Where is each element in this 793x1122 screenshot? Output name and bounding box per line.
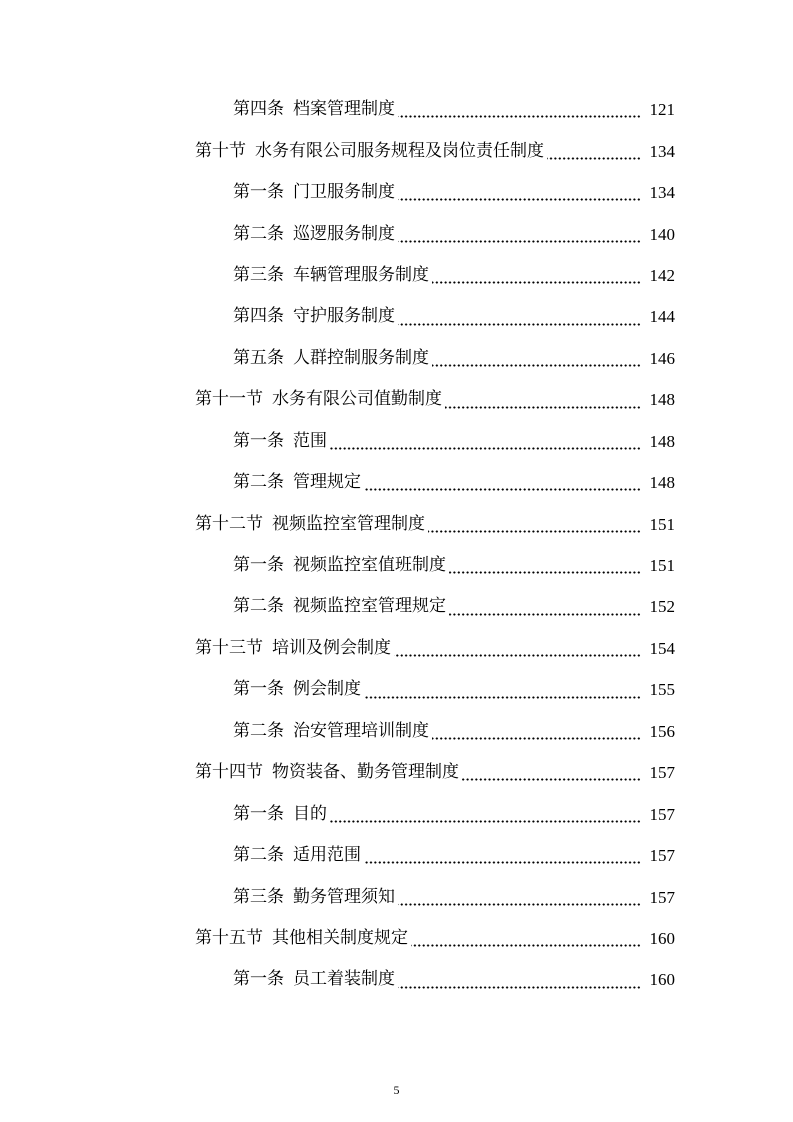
toc-entry-number: 第一条 — [233, 679, 284, 700]
toc-entry-page: 134 — [649, 141, 675, 161]
toc-entry-number: 第五条 — [233, 347, 284, 368]
toc-entry-page: 121 — [649, 100, 675, 120]
toc-entry-page: 157 — [649, 804, 675, 824]
toc-entry-number: 第十节 — [195, 140, 246, 161]
toc-entry-page: 148 — [649, 390, 675, 410]
toc-entry-title: 例会制度 — [293, 679, 361, 700]
toc-entry-title: 培训及例会制度 — [272, 637, 391, 658]
dot-leader — [445, 406, 641, 409]
table-of-contents — [0, 89, 793, 1001]
toc-entry-number: 第一条 — [233, 969, 284, 990]
toc-entry-page: 157 — [649, 846, 675, 866]
dot-leader — [364, 488, 641, 491]
toc-entry-title: 视频监控室管理制度 — [272, 513, 425, 534]
toc-entry-page: 134 — [649, 183, 675, 203]
page-number: 5 — [393, 1083, 400, 1097]
toc-entry-title: 视频监控室值班制度 — [293, 555, 446, 576]
toc-entry[interactable] — [0, 711, 793, 752]
toc-entry-page: 154 — [649, 638, 675, 658]
toc-entry-title: 守护服务制度 — [293, 306, 395, 327]
toc-entry-number: 第三条 — [233, 264, 284, 285]
toc-entry-number: 第十三节 — [195, 637, 263, 658]
dot-leader — [428, 530, 641, 533]
toc-entry[interactable] — [0, 669, 793, 710]
dot-leader — [432, 364, 641, 367]
toc-entry[interactable] — [0, 338, 793, 379]
toc-entry-number: 第二条 — [233, 223, 284, 244]
toc-entry[interactable] — [0, 503, 793, 544]
toc-entry-title: 档案管理制度 — [293, 99, 395, 120]
toc-entry-title: 勤务管理须知 — [293, 886, 395, 907]
toc-entry-title: 目的 — [293, 803, 327, 824]
toc-entry[interactable] — [0, 586, 793, 627]
toc-entry-page: 157 — [649, 763, 675, 783]
toc-entry-title: 门卫服务制度 — [293, 182, 395, 203]
toc-entry-number: 第十四节 — [195, 762, 263, 783]
dot-leader — [398, 198, 641, 201]
toc-entry-number: 第四条 — [233, 99, 284, 120]
dot-leader — [547, 157, 641, 160]
toc-entry[interactable] — [0, 255, 793, 296]
toc-entry[interactable] — [0, 89, 793, 130]
toc-entry-page: 144 — [649, 307, 675, 327]
dot-leader — [432, 281, 641, 284]
toc-entry-page: 148 — [649, 473, 675, 493]
toc-entry-page: 151 — [649, 514, 675, 534]
toc-entry[interactable] — [0, 835, 793, 876]
toc-entry-number: 第十二节 — [195, 513, 263, 534]
dot-leader — [411, 944, 641, 947]
toc-entry-title: 物资装备、勤务管理制度 — [272, 762, 459, 783]
toc-entry-title: 其他相关制度规定 — [272, 927, 408, 948]
toc-entry-title: 范围 — [293, 430, 327, 451]
dot-leader — [462, 778, 641, 781]
dot-leader — [449, 613, 641, 616]
toc-entry-page: 148 — [649, 431, 675, 451]
toc-entry[interactable] — [0, 130, 793, 171]
toc-entry-number: 第二条 — [233, 472, 284, 493]
toc-entry-title: 治安管理培训制度 — [293, 720, 429, 741]
toc-entry-number: 第一条 — [233, 803, 284, 824]
toc-entry-page: 142 — [649, 265, 675, 285]
toc-entry-number: 第二条 — [233, 596, 284, 617]
toc-entry-title: 车辆管理服务制度 — [293, 264, 429, 285]
toc-entry-page: 160 — [649, 970, 675, 990]
toc-entry-number: 第一条 — [233, 430, 284, 451]
toc-entry-page: 160 — [649, 928, 675, 948]
toc-entry-number: 第四条 — [233, 306, 284, 327]
dot-leader — [432, 737, 641, 740]
toc-entry[interactable] — [0, 172, 793, 213]
toc-entry-page: 140 — [649, 224, 675, 244]
toc-entry-number: 第一条 — [233, 182, 284, 203]
toc-entry-title: 水务有限公司服务规程及岗位责任制度 — [255, 140, 544, 161]
toc-entry-title: 员工着装制度 — [293, 969, 395, 990]
dot-leader — [398, 903, 641, 906]
dot-leader — [398, 986, 641, 989]
toc-entry-number: 第一条 — [233, 555, 284, 576]
toc-entry[interactable] — [0, 752, 793, 793]
dot-leader — [394, 654, 641, 657]
dot-leader — [330, 820, 641, 823]
toc-entry-number: 第十一节 — [195, 389, 263, 410]
dot-leader — [364, 861, 641, 864]
toc-entry[interactable] — [0, 462, 793, 503]
toc-entry-title: 水务有限公司值勤制度 — [272, 389, 442, 410]
toc-entry[interactable] — [0, 421, 793, 462]
toc-entry[interactable] — [0, 545, 793, 586]
dot-leader — [398, 115, 641, 118]
toc-entry-page: 151 — [649, 556, 675, 576]
dot-leader — [330, 447, 641, 450]
toc-entry-title: 管理规定 — [293, 472, 361, 493]
dot-leader — [398, 323, 641, 326]
toc-entry-page: 146 — [649, 348, 675, 368]
dot-leader — [398, 240, 641, 243]
toc-entry-title: 巡逻服务制度 — [293, 223, 395, 244]
toc-entry-number: 第三条 — [233, 886, 284, 907]
toc-entry[interactable] — [0, 959, 793, 1000]
dot-leader — [364, 696, 641, 699]
toc-entry[interactable] — [0, 628, 793, 669]
toc-entry-page: 155 — [649, 680, 675, 700]
toc-entry-title: 视频监控室管理规定 — [293, 596, 446, 617]
toc-entry[interactable] — [0, 876, 793, 917]
toc-entry-page: 157 — [649, 887, 675, 907]
toc-entry[interactable] — [0, 918, 793, 959]
toc-entry-page: 152 — [649, 597, 675, 617]
toc-entry-title: 适用范围 — [293, 845, 361, 866]
toc-entry-title: 人群控制服务制度 — [293, 347, 429, 368]
toc-entry-page: 156 — [649, 721, 675, 741]
toc-entry[interactable] — [0, 296, 793, 337]
toc-entry[interactable] — [0, 213, 793, 254]
toc-entry-number: 第二条 — [233, 845, 284, 866]
toc-entry[interactable] — [0, 379, 793, 420]
toc-entry-number: 第十五节 — [195, 927, 263, 948]
toc-entry-number: 第二条 — [233, 720, 284, 741]
dot-leader — [449, 571, 641, 574]
toc-entry[interactable] — [0, 793, 793, 834]
